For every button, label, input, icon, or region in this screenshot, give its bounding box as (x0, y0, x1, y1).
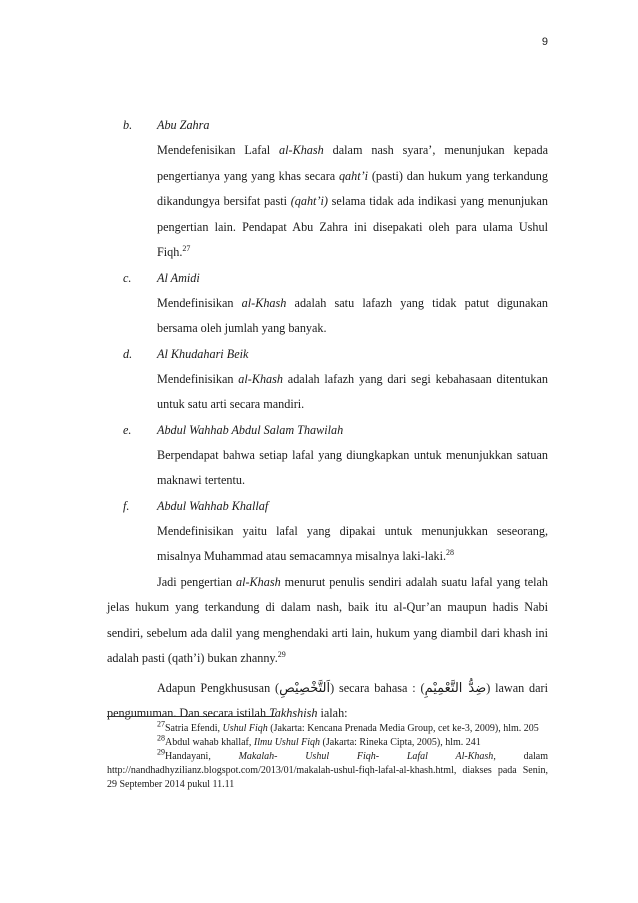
text-run: Abdul wahab khallaf, (165, 737, 254, 748)
definition-text (107, 519, 548, 570)
footnote-number-label: 27 (157, 719, 165, 729)
italic-term: al-Khash (238, 371, 283, 386)
text-run: Handayani, (165, 751, 239, 762)
italic-term: al-Khash (279, 143, 324, 157)
footnote-number (107, 733, 165, 748)
scholar-name: Abdul Wahhab Abdul Salam Thawilah (157, 422, 344, 437)
text-run: Satria Efendi, (165, 723, 223, 734)
definition-heading (107, 418, 548, 443)
footnotes (107, 719, 549, 792)
footnote-number-label: 28 (157, 733, 165, 743)
definition-heading (107, 266, 548, 291)
text-run: Berpendapat bahwa setiap lafal yang diungkapkan untuk menunjukkan satuan maknawi tertentu. (157, 447, 548, 487)
definition-item (107, 494, 548, 570)
arabic-term: اَلتَّخْصِيْصِ (279, 680, 331, 696)
italic-term: Takhshish (269, 706, 318, 720)
list-marker: f. (123, 498, 130, 513)
italic-term: Ushul Fiqh (222, 723, 268, 734)
scholar-name: Abu Zahra (157, 118, 210, 132)
body-text (107, 113, 548, 727)
scholar-name: Abdul Wahhab Khallaf (157, 498, 269, 513)
footnote-ref: 27 (182, 243, 191, 253)
italic-term: Makalah- Ushul Fiqh- Lafal Al-Khash (238, 751, 494, 762)
definition-text (107, 138, 548, 266)
text-run: , dalam http://nandhadhyzilianz.blogspot.com/2013/01/makalah-ushul-fiqh-lafal-al-khash.html, diakses pada Senin, 29 September 2014 pukul 11.11 (107, 751, 549, 790)
definition-text (107, 443, 548, 494)
list-marker: d. (123, 346, 133, 361)
definition-heading (107, 342, 548, 367)
text-run: adalah satu lafazh yang tidak patut digunakan bersama oleh jumlah yang banyak. (157, 295, 548, 335)
text-run: dalam nash syara’, menunjukan kepada pengertianya yang yang khas secara (157, 143, 548, 183)
arabic-term: ضِدُّ التَّعْمِيْمِ (424, 680, 487, 696)
footnote-number-label: 29 (157, 747, 165, 757)
footnote-number (107, 747, 165, 762)
footnote-ref: 29 (277, 649, 286, 659)
text-run: ) lawan dari pengumuman. Dan secara istilah (107, 680, 549, 720)
text-run: Adapun Pengkhususan ( (157, 680, 280, 695)
definition-list (107, 113, 548, 570)
page-number: 9 (541, 36, 548, 48)
text-run: (pasti) dan hukum yang terkandung dikandungya bersifat pasti (157, 168, 548, 208)
text-run: Mendefinisikan (157, 371, 239, 386)
list-marker: c. (123, 270, 132, 285)
italic-term: qaht’i (338, 168, 369, 183)
text-run: Mendefinisikan yaitu lafal yang dipakai untuk menunjukkan seseorang, misalnya Muhammad atau semacamnya misalnya laki-laki. (157, 523, 548, 563)
text-run: (Jakarta: Kencana Prenada Media Group, cet ke-3, 2009), hlm. 205 (267, 723, 539, 734)
italic-term: al-Khash (241, 295, 287, 310)
definition-text (107, 291, 548, 342)
footnote (107, 747, 549, 792)
italic-term: al-Khash (236, 574, 281, 589)
text-run: ) secara bahasa : ( (330, 680, 425, 695)
italic-term: (qaht’i) (290, 194, 328, 208)
text-run: menurut penulis sendiri adalah suatu lafal yang telah jelas hukum yang terkandung di dalam nash, baik itu al-Qur’an maupun hadis Nabi sendiri, sebelum ada dalil yang menghendaki arti lain, hukum yang diambil dari khash ini adalah pasti (qath’i) bukan zhanny. (107, 574, 548, 665)
footnote (107, 719, 548, 736)
definition-item (107, 113, 548, 266)
definition-heading (107, 113, 548, 138)
italic-term: Ilmu Ushul Fiqh (253, 737, 320, 748)
footnote-separator (107, 716, 275, 717)
definition-item (107, 418, 548, 494)
list-marker: e. (123, 422, 132, 437)
definition-heading (107, 494, 548, 519)
list-marker: b. (123, 118, 133, 132)
scholar-name: Al Amidi (157, 270, 200, 285)
definition-item (107, 342, 548, 418)
text-run: ialah: (317, 706, 348, 720)
takhshish-paragraph (107, 676, 548, 727)
text-run: Jadi pengertian (157, 574, 237, 589)
text-run: Mendefenisikan Lafal (157, 143, 280, 157)
footnote-number (107, 719, 165, 734)
text-run: adalah lafazh yang dari segi kebahasaan ditentukan untuk satu arti secara mandiri. (157, 371, 549, 411)
definition-text (107, 367, 548, 418)
text-run: Mendefinisikan (157, 295, 242, 310)
definition-item (107, 266, 548, 342)
scholar-name: Al Khudahari Beik (157, 346, 249, 361)
footnote-ref: 28 (446, 547, 455, 557)
text-run: selama tidak ada indikasi yang menunjukan pengertian lain. Pendapat Abu Zahra ini disepakati oleh para ulama Ushul Fiqh. (157, 194, 548, 259)
conclusion-paragraph (107, 570, 548, 672)
text-run: (Jakarta: Rineka Cipta, 2005), hlm. 241 (319, 737, 481, 748)
footnote (107, 733, 548, 750)
